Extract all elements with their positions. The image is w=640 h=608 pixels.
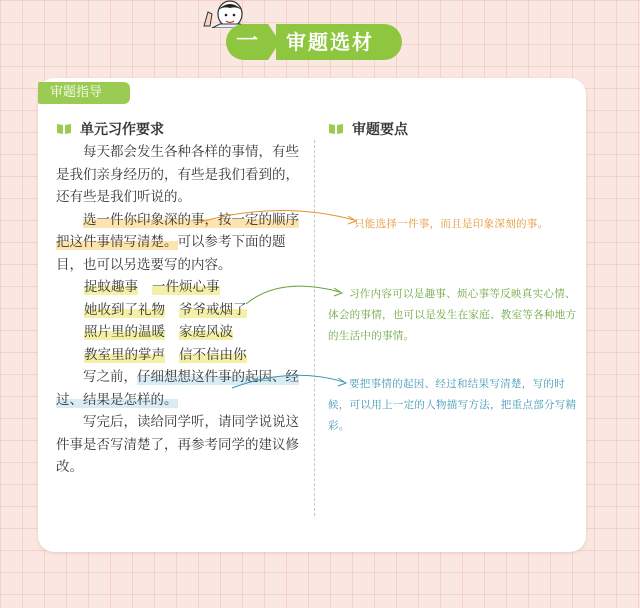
paragraph-task xyxy=(56,209,308,277)
note-write-clearly: 要把事情的起因、经过和结果写清楚，写的时候，可以用上一定的人物描写方法，把重点部分写精彩。 xyxy=(328,378,577,432)
highlight-plan: 仔细想想这件事的起因、经过、结果是怎样的。 xyxy=(56,369,299,408)
topic-item: 一件烦心事 xyxy=(152,279,220,295)
topic-item: 照片里的温暖 xyxy=(84,324,165,340)
note-choose-event: 只能选择一件事，而且是印象深刻的事。 xyxy=(354,218,549,230)
topic-row xyxy=(56,276,308,299)
paragraph-revise: 写完后，读给同学听，请同学说说这件事是否写清楚了，再参考同学的建议修改。 xyxy=(56,414,299,475)
banner-title: 审题选材 xyxy=(286,30,374,54)
right-section-header xyxy=(328,120,408,140)
paragraph-intro: 每天都会发生各种各样的事情，有些是我们亲身经历的，有些是我们看到的，还有些是我们听说的。 xyxy=(56,144,299,205)
banner-number: 一 xyxy=(226,24,268,60)
left-section-title: 单元习作要求 xyxy=(80,122,164,138)
topic-item: 信不信由你 xyxy=(179,346,247,363)
paragraph-task-rest: 可以参考下面的题目，也可以另选要写的内容。 xyxy=(56,234,286,273)
paragraph-plan-lead: 写之前， xyxy=(83,369,137,385)
section-banner xyxy=(226,24,402,60)
topic-item: 教室里的掌声 xyxy=(84,346,165,363)
topic-item: 她收到了礼物 xyxy=(84,301,165,318)
guide-tag: 审题指导 xyxy=(38,82,130,104)
book-icon xyxy=(56,123,72,135)
column-divider xyxy=(314,140,315,516)
topic-item: 家庭风波 xyxy=(179,324,233,340)
right-section-title: 审题要点 xyxy=(352,122,408,138)
note-content-scope: 习作内容可以是趣事、烦心事等反映真实心情、体会的事情，也可以是发生在家庭、教室等各种地方的生活中的事情。 xyxy=(328,288,577,342)
requirement-text xyxy=(56,140,308,479)
topic-row xyxy=(56,344,308,367)
topic-row xyxy=(56,321,308,344)
topic-row xyxy=(56,299,308,322)
book-icon xyxy=(328,123,344,135)
paragraph-plan xyxy=(56,366,308,411)
topic-item: 爷爷戒烟了 xyxy=(179,301,247,318)
left-section-header xyxy=(56,120,164,140)
topic-item: 捉蚊趣事 xyxy=(84,279,138,295)
highlight-task: 选一件你印象深的事，按一定的顺序把这件事情写清楚。 xyxy=(56,211,299,250)
